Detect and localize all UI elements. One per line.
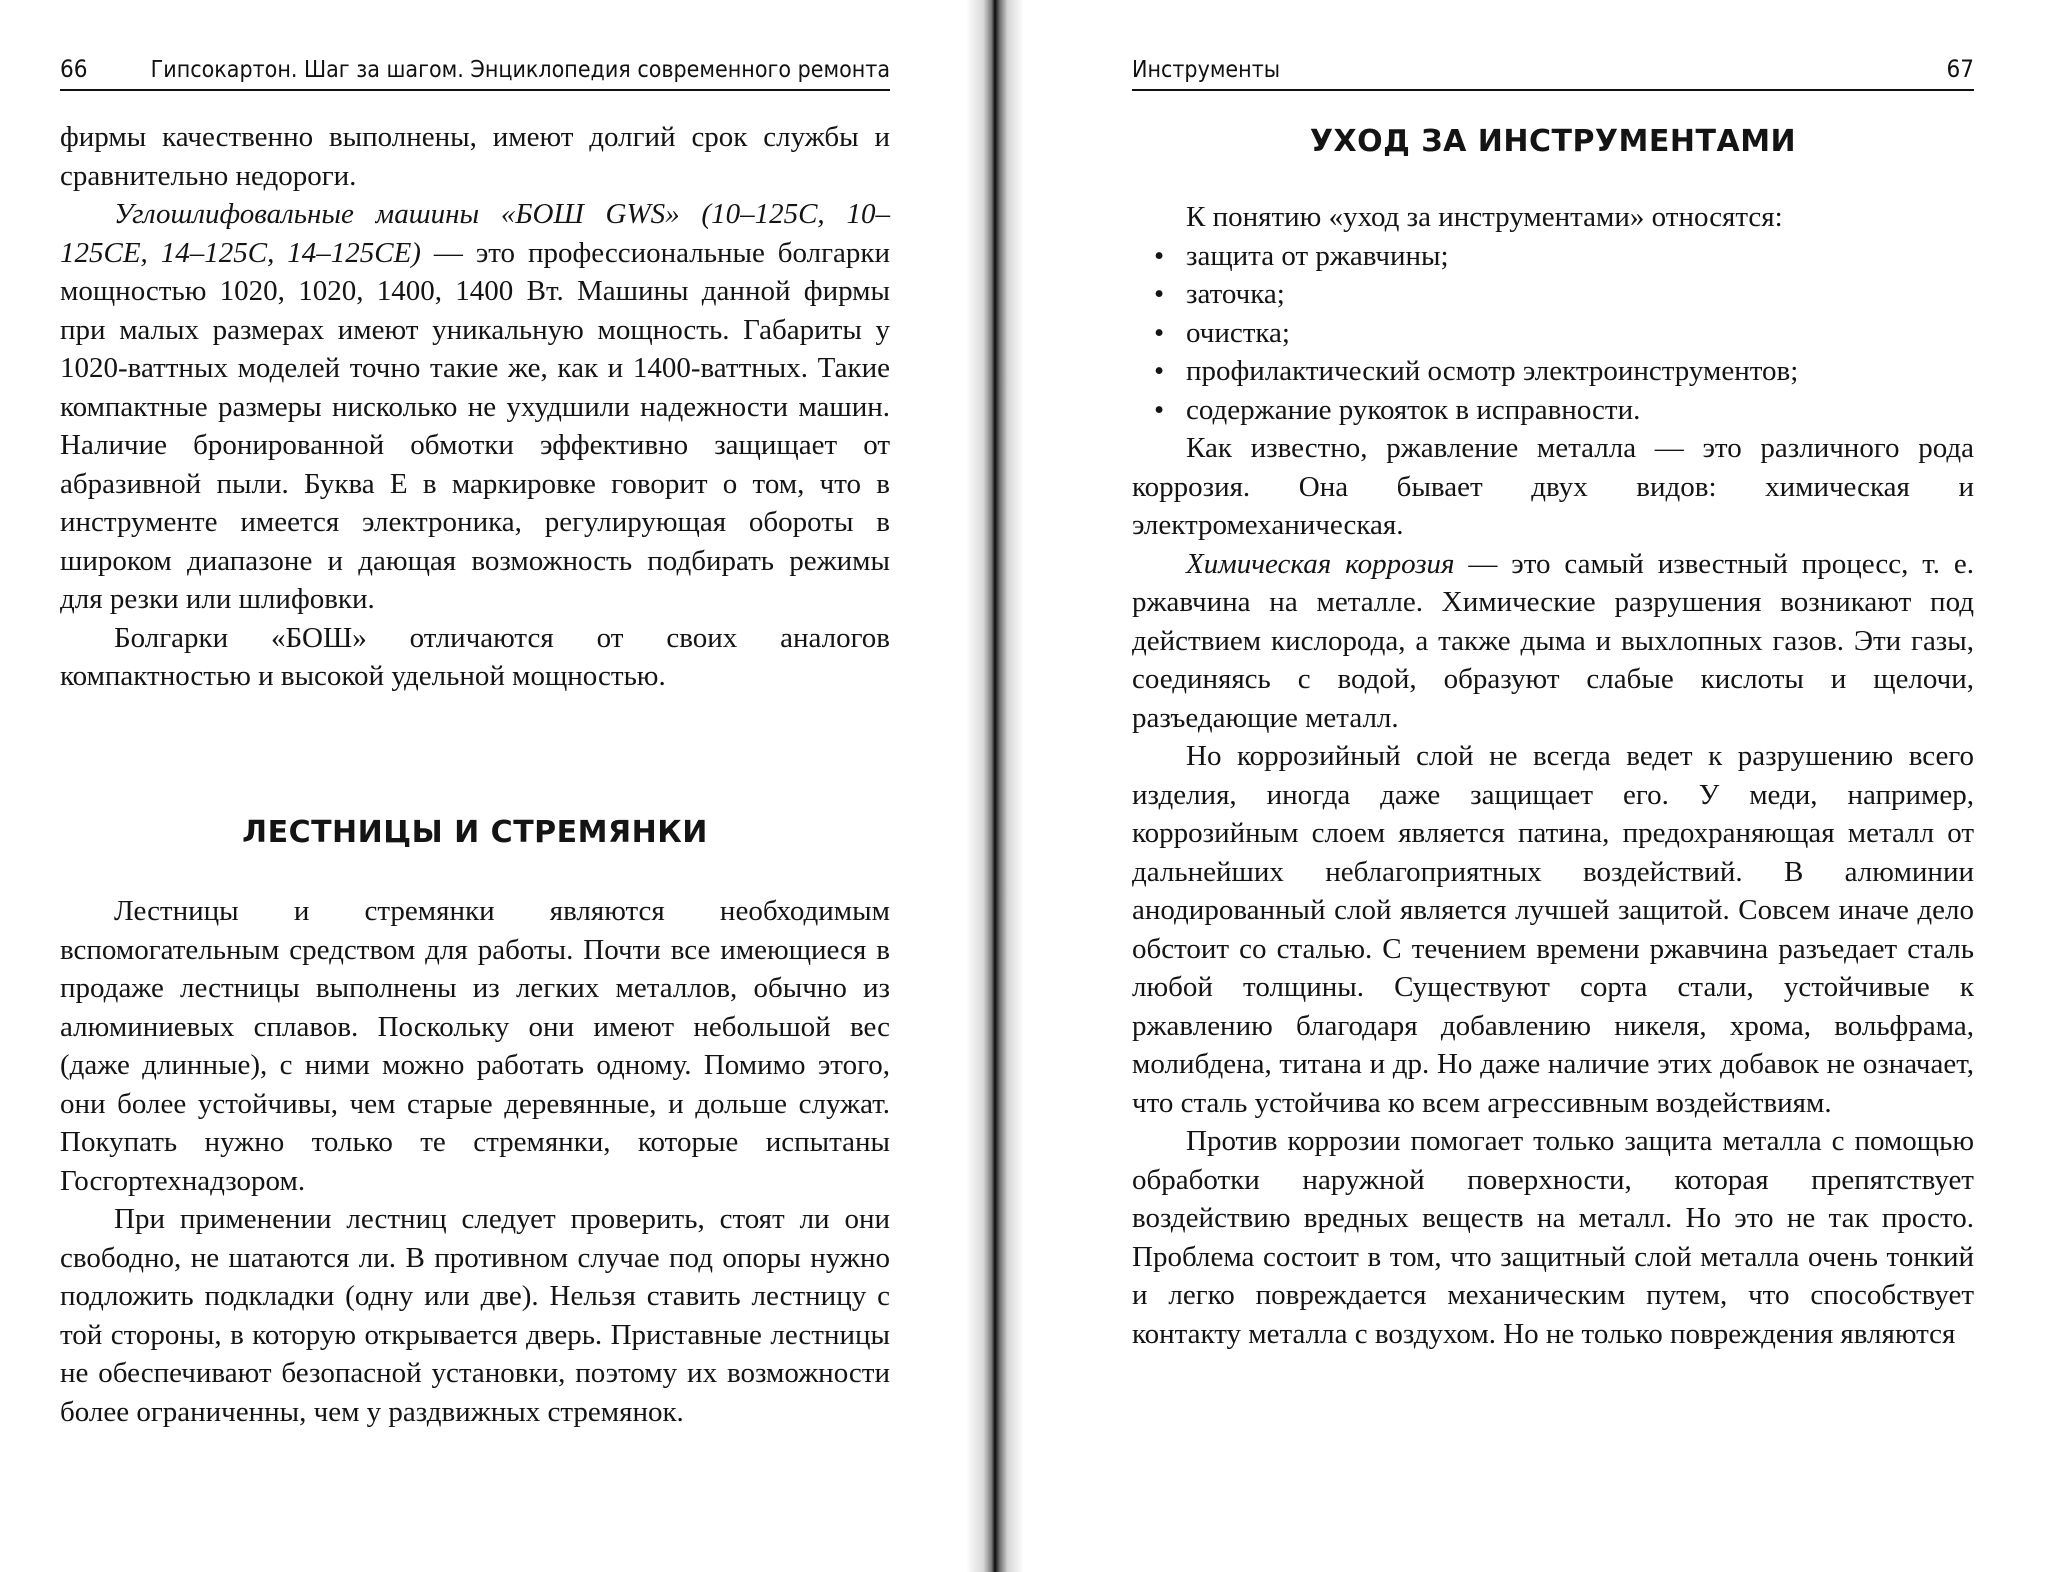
bullet-text: защита от ржавчины; xyxy=(1186,239,1449,272)
right-paragraph-4: Против коррозии помогает только защита металла с помощью обработки наружной поверхности, которая препятствует воздействию вредных веществ на металл. Но это не так просто. Проблема состоит в том, что защитный слой металла очень тонкий и легко повреждается механическим путем, что способствует контакту металла с воздухом. Но не только повреждения являются xyxy=(1132,1125,1974,1350)
left-page xyxy=(0,0,968,1572)
left-text-block-bottom xyxy=(60,892,890,1431)
bullet-item-inspection xyxy=(1132,352,1974,391)
bullet-dot-icon: • xyxy=(1154,393,1165,426)
bullet-text: очистка; xyxy=(1186,316,1290,349)
care-bullet-list xyxy=(1132,237,1974,430)
left-paragraph-2-text: — это профессиональные болгарки мощностью 1020, 1020, 1400, 1400 Вт. Машины данной фирмы при малых размерах имеют уникальную мощность. Габариты у 1020-ваттных моделей точно такие же, как и 1400-ваттных. Такие компактные размеры нисколько не ухудшили надежности машин. Наличие бронированной обмотки эффективно защищает от абразивной пыли. Буква Е в маркировке говорит о том, что в инструменте имеется электроника, регулирующая обороты в широком диапазоне и дающая возможность подбирать режимы для резки или шлифовки. xyxy=(60,236,890,615)
right-paragraph-2 xyxy=(1132,545,1974,738)
bullet-text: содержание рукояток в исправности. xyxy=(1186,393,1641,426)
right-running-title: Инструменты xyxy=(1132,57,1281,83)
right-paragraph-1: Как известно, ржавление металла — это различного рода коррозия. Она бывает двух видов: химическая и электромеханическая. xyxy=(1132,432,1974,541)
left-paragraph-3: Болгарки «БОШ» отличаются от своих аналогов компактностью и высокой удельной мощностью. xyxy=(60,621,890,692)
right-text-block xyxy=(1132,198,1974,1353)
bullet-text: заточка; xyxy=(1186,278,1285,310)
left-paragraph-5: При применении лестниц следует проверить, стоят ли они свободно, не шатаются ли. В противном случае под опоры нужно подложить подкладки (одну или две). Нельзя ставить лестницу с той стороны, в которую открывается дверь. Приставные лестницы не обеспечивают безопасной установки, поэтому их возможности более ограниченны, чем у раздвижных стремянок. xyxy=(60,1203,890,1428)
bullet-item-sharpening xyxy=(1132,275,1974,314)
left-running-title: Гипсокартон. Шаг за шагом. Энциклопедия современного ремонта xyxy=(150,57,890,83)
right-section-heading: УХОД ЗА ИНСТРУМЕНТАМИ xyxy=(1309,124,1797,159)
left-section-heading: ЛЕСТНИЦЫ И СТРЕМЯНКИ xyxy=(242,815,708,850)
bullet-dot-icon: • xyxy=(1154,278,1165,310)
right-paragraph-3: Но коррозийный слой не всегда ведет к разрушению всего изделия, иногда даже защищает его. У меди, например, коррозийным слоем является патина, предохраняющая металл от дальнейших неблагоприятных воздействий. В алюминии анодированный слой является лучшей защитой. Совсем иначе дело обстоит со сталью. С течением времени ржавчина разъедает сталь любой толщины. Существуют сорта стали, устойчивые к ржавлению благодаря добавлению никеля, хрома, вольфрама, молибдена, титана и др. Но даже наличие этих добавок не означает, что сталь устойчива ко всем агрессивным воздействиям. xyxy=(1132,740,1974,1119)
left-text-block-top xyxy=(60,118,890,696)
right-running-head xyxy=(1132,54,1974,91)
right-paragraph-2-italic: Химическая коррозия xyxy=(1186,547,1455,580)
bullet-item-cleaning xyxy=(1132,314,1974,353)
bullet-dot-icon: • xyxy=(1154,355,1165,387)
bullet-dot-icon: • xyxy=(1154,239,1165,272)
right-paragraph-2-text: — это самый известный процесс, т. е. ржавчина на металле. Химические разрушения возникают под действием кислорода, а также дыма и выхлопных газов. Эти газы, соединяясь с водой, образуют слабые кислоты и щелочи, разъедающие металл. xyxy=(1132,547,1974,734)
bullet-dot-icon: • xyxy=(1154,316,1165,349)
bullet-text: профилактический осмотр электроинструментов; xyxy=(1186,355,1799,387)
bullet-item-rust xyxy=(1132,237,1974,276)
left-paragraph-2 xyxy=(60,195,890,619)
left-paragraph-4: Лестницы и стремянки являются необходимым вспомогательным средством для работы. Почти все имеющиеся в продаже лестницы выполнены из легких металлов, обычно из алюминиевых сплавов. Поскольку они имеют небольшой вес (даже длинные), с ними можно работать одному. Помимо этого, они более устойчивы, чем старые деревянные, и дольше служат. Покупать нужно только те стремянки, которые испытаны Госгортехнадзором. xyxy=(60,895,890,1197)
left-running-head xyxy=(60,54,890,91)
bullet-item-handles xyxy=(1132,391,1974,430)
left-paragraph-2-italic: Углошлифовальные машины «БОШ GWS» (10–125С, 10–125СЕ, 14–125С, 14–125СЕ) xyxy=(60,198,890,269)
right-page-number: 67 xyxy=(1946,55,1974,83)
right-page xyxy=(1016,0,2048,1572)
right-intro: К понятию «уход за инструментами» относятся: xyxy=(1186,201,1783,233)
left-page-number: 66 xyxy=(60,55,88,83)
left-paragraph-1: фирмы качественно выполнены, имеют долгий срок службы и сравнительно недороги. xyxy=(60,121,890,192)
